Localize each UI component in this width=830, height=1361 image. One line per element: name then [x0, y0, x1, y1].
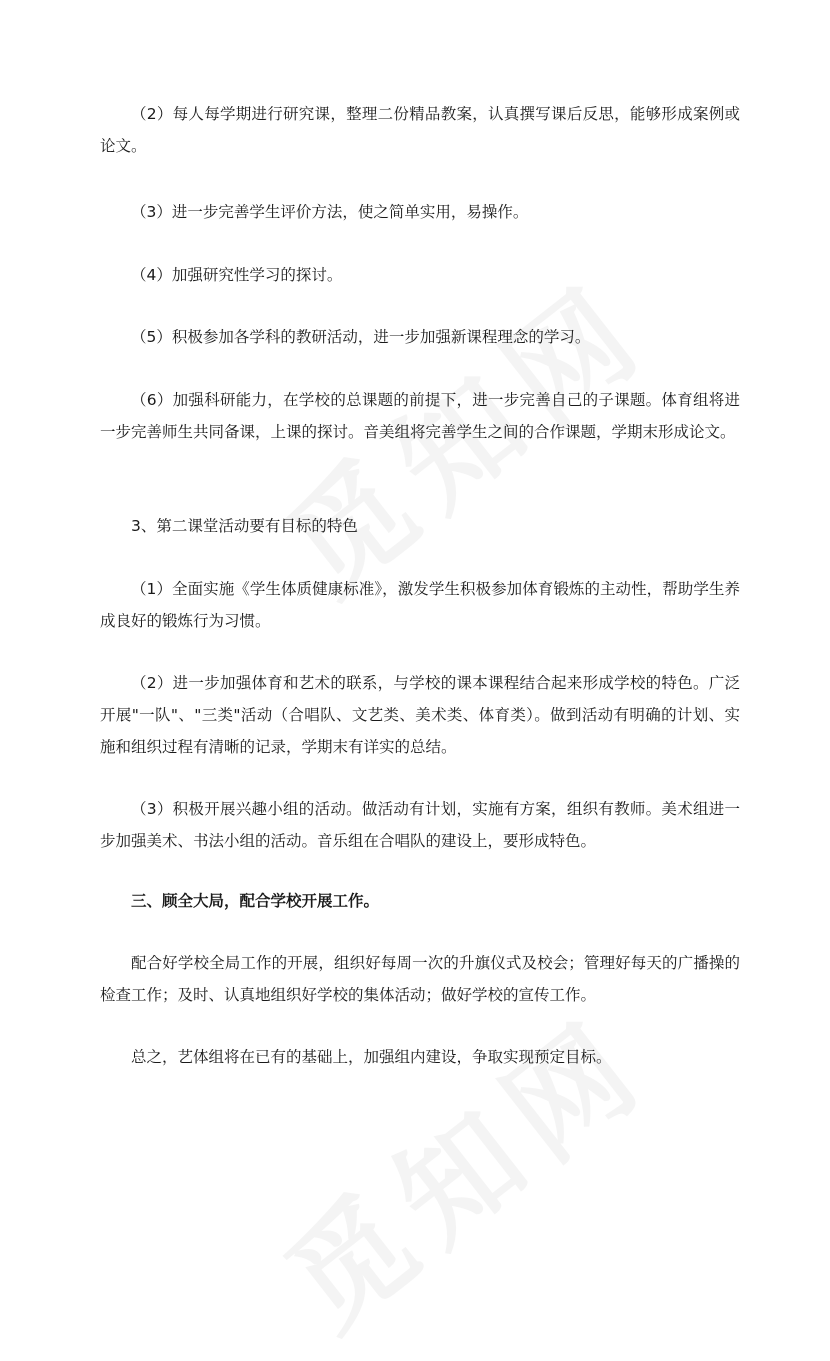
paragraph-health-standard: （1）全面实施《学生体质健康标准》，激发学生积极参加体育锻炼的主动性，帮助学生养成良好的锻炼行为习惯。	[100, 580, 740, 630]
paragraph-sports-art-link: （2）进一步加强体育和艺术的联系，与学校的课本课程结合起来形成学校的特色。广泛开展"一队"、"三类"活动（合唱队、文艺类、美术类、体育类）。做到活动有明确的计划、实施和组织过程有清晰的记录，学期末有详实的总结。	[100, 674, 740, 756]
paragraph-research-ability: （6）加强科研能力，在学校的总课题的前提下，进一步完善自己的子课题。体育组将进一步完善师生共同备课，上课的探讨。音美组将完善学生之间的合作课题，学期末形成论文。	[100, 391, 740, 441]
paragraph-research-study: （4）加强研究性学习的探讨。	[131, 266, 343, 284]
paragraph-conclusion: 总之，艺体组将在已有的基础上，加强组内建设，争取实现预定目标。	[131, 1048, 612, 1066]
watermark	[246, 971, 678, 1361]
paragraph-student-evaluation: （3）进一步完善学生评价方法，使之简单实用，易操作。	[131, 203, 529, 221]
paragraph-teaching-research: （5）积极参加各学科的教研活动，进一步加强新课程理念的学习。	[131, 328, 591, 346]
paragraph-interest-groups: （3）积极开展兴趣小组的活动。做活动有计划，实施有方案，组织有教师。美术组进一步加强美术、书法小组的活动。音乐组在合唱队的建设上，要形成特色。	[100, 800, 740, 850]
paragraph-school-cooperation: 配合好学校全局工作的开展，组织好每周一次的升旗仪式及校会；管理好每天的广播操的检查工作；及时、认真地组织好学校的集体活动；做好学校的宣传工作。	[100, 954, 740, 1004]
section-heading-overall: 三、顾全大局，配合学校开展工作。	[131, 892, 380, 910]
paragraph-research-lesson: （2）每人每学期进行研究课，整理二份精品教案，认真撰写课后反思，能够形成案例或论文。	[100, 105, 740, 155]
section-heading-second-classroom: 3、第二课堂活动要有目标的特色	[131, 517, 358, 535]
